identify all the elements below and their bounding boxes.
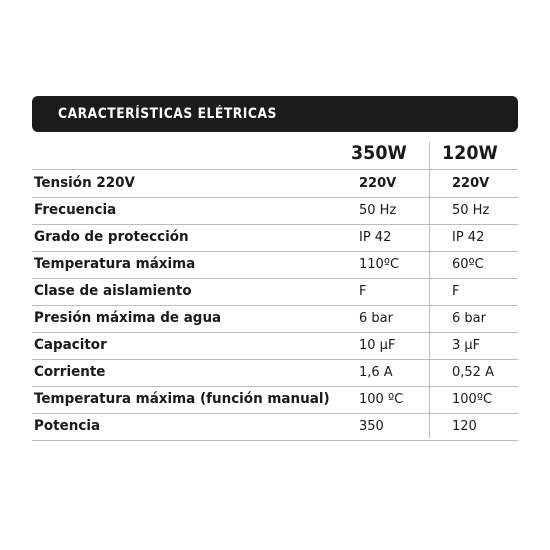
table-row bbox=[32, 386, 518, 413]
row-label: Capacitor bbox=[34, 337, 107, 353]
row-label: Temperatura máxima (función manual) bbox=[34, 391, 330, 407]
value-120w: 100ºC bbox=[452, 392, 493, 407]
table-row bbox=[32, 305, 518, 332]
table-row bbox=[32, 197, 518, 224]
table-row bbox=[32, 170, 518, 197]
table-row bbox=[32, 278, 518, 305]
value-350w: 1,6 A bbox=[359, 365, 393, 380]
table-row bbox=[32, 359, 518, 386]
table-row bbox=[32, 251, 518, 278]
value-350w: 110ºC bbox=[359, 257, 400, 272]
value-120w: 60ºC bbox=[452, 257, 484, 272]
value-350w: 50 Hz bbox=[359, 203, 397, 218]
table-row bbox=[32, 413, 518, 440]
section-title: CARACTERÍSTICAS ELÉTRICAS bbox=[58, 106, 277, 122]
value-350w: 220V bbox=[359, 176, 397, 191]
value-120w: 6 bar bbox=[452, 311, 486, 326]
row-label: Tensión 220V bbox=[34, 175, 135, 191]
value-120w: F bbox=[452, 284, 460, 299]
value-120w: 0,52 A bbox=[452, 365, 494, 380]
row-label: Frecuencia bbox=[34, 202, 117, 218]
section-title-bar bbox=[32, 96, 518, 132]
value-350w: F bbox=[359, 284, 367, 299]
row-label: Temperatura máxima bbox=[34, 256, 196, 272]
value-350w: 350 bbox=[359, 419, 384, 434]
column-header-350w: 350W bbox=[351, 142, 407, 164]
row-divider bbox=[32, 440, 518, 441]
value-350w: 6 bar bbox=[359, 311, 393, 326]
row-label: Clase de aislamiento bbox=[34, 283, 192, 299]
row-label: Grado de protección bbox=[34, 229, 189, 245]
row-label: Potencia bbox=[34, 418, 101, 434]
value-120w: 120 bbox=[452, 419, 477, 434]
table-row bbox=[32, 224, 518, 251]
value-120w: IP 42 bbox=[452, 230, 485, 245]
value-120w: 220V bbox=[452, 176, 490, 191]
value-350w: 100 ºC bbox=[359, 392, 404, 407]
value-350w: 10 µF bbox=[359, 338, 396, 353]
value-350w: IP 42 bbox=[359, 230, 392, 245]
row-label: Presión máxima de agua bbox=[34, 310, 222, 326]
value-120w: 3 µF bbox=[452, 338, 481, 353]
row-label: Corriente bbox=[34, 364, 106, 380]
table-row bbox=[32, 332, 518, 359]
column-header-120w: 120W bbox=[442, 142, 498, 164]
value-120w: 50 Hz bbox=[452, 203, 490, 218]
